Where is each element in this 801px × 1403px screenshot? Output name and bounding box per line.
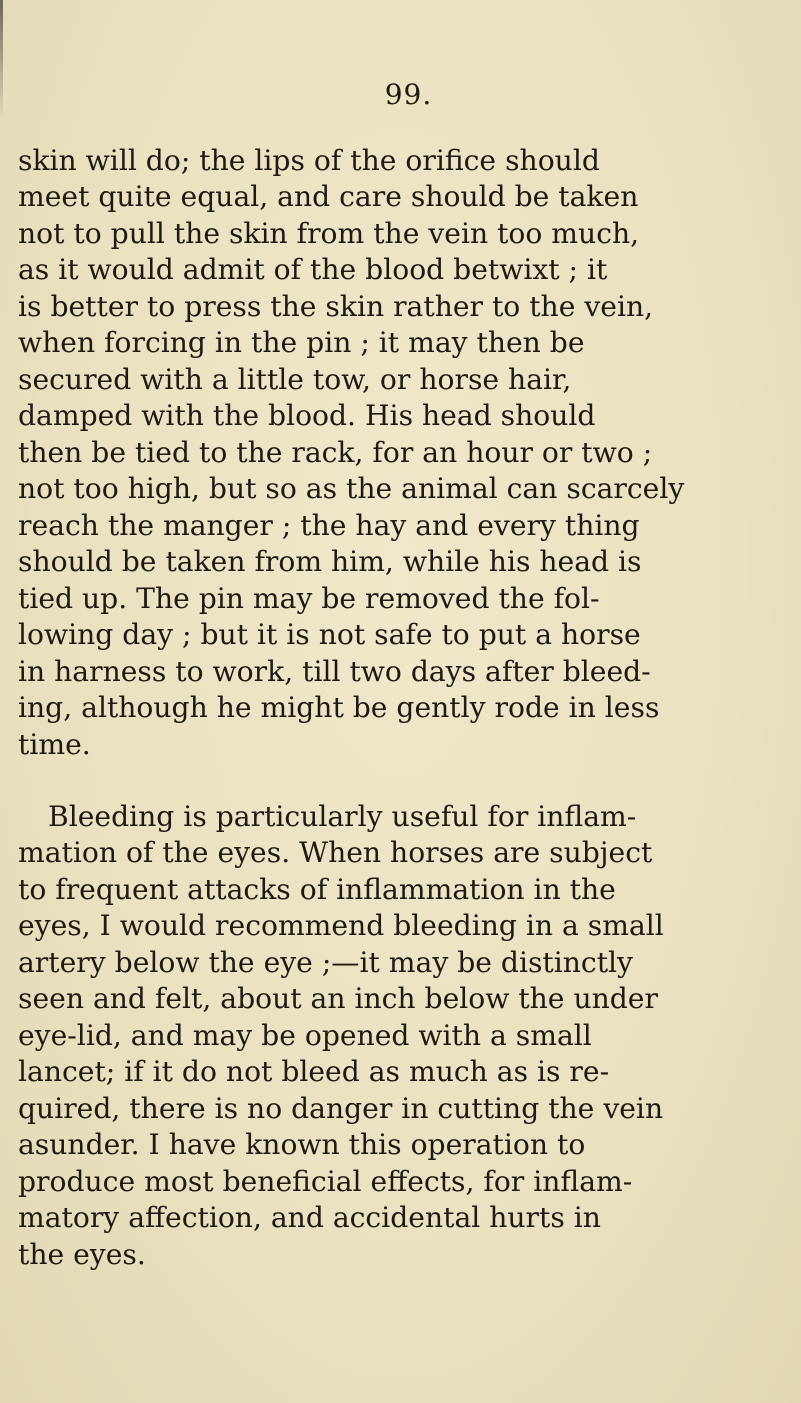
text-line: should be taken from him, while his head is [18,545,642,578]
text-line: lancet; if it do not bleed as much as is re- [18,1055,610,1088]
text-line: not to pull the skin from the vein too much, [18,217,640,250]
text-line: produce most beneficial effects, for inflam- [18,1165,633,1198]
binding-edge [0,0,3,120]
text-line: Bleeding is particularly useful for inflam- [48,800,637,833]
text-line: not too high, but so as the animal can scarcely [18,472,685,505]
text-line: reach the manger ; the hay and every thing [18,509,640,542]
text-line: lowing day ; but it is not safe to put a horse [18,618,641,651]
page-number: 99. [384,78,433,111]
text-line: seen and felt, about an inch below the under [18,982,658,1015]
text-line: mation of the eyes. When horses are subject [18,836,653,869]
text-line: when forcing in the pin ; it may then be [18,326,585,359]
text-line: secured with a little tow, or horse hair, [18,363,572,396]
text-line: matory affection, and accidental hurts in [18,1201,601,1234]
text-line: eye-lid, and may be opened with a small [18,1019,592,1052]
text-line: time. [18,728,91,761]
text-line: in harness to work, till two days after bleed- [18,655,651,688]
text-line: then be tied to the rack, for an hour or two ; [18,436,653,469]
text-line: quired, there is no danger in cutting the vein [18,1092,664,1125]
text-line: as it would admit of the blood betwixt ; it [18,253,608,286]
text-line: eyes, I would recommend bleeding in a small [18,909,664,942]
text-line: ing, although he might be gently rode in less [18,691,660,724]
text-line: the eyes. [18,1238,146,1271]
text-line: is better to press the skin rather to the vein, [18,290,654,323]
text-line: to frequent attacks of inflammation in the [18,873,616,906]
text-line: meet quite equal, and care should be taken [18,180,639,213]
text-line: asunder. I have known this operation to [18,1128,586,1161]
text-line: artery below the eye ;—it may be distinctly [18,946,633,979]
text-line: skin will do; the lips of the orifice should [18,144,600,177]
text-line: tied up. The pin may be removed the fol- [18,582,600,615]
text-line: damped with the blood. His head should [18,399,596,432]
